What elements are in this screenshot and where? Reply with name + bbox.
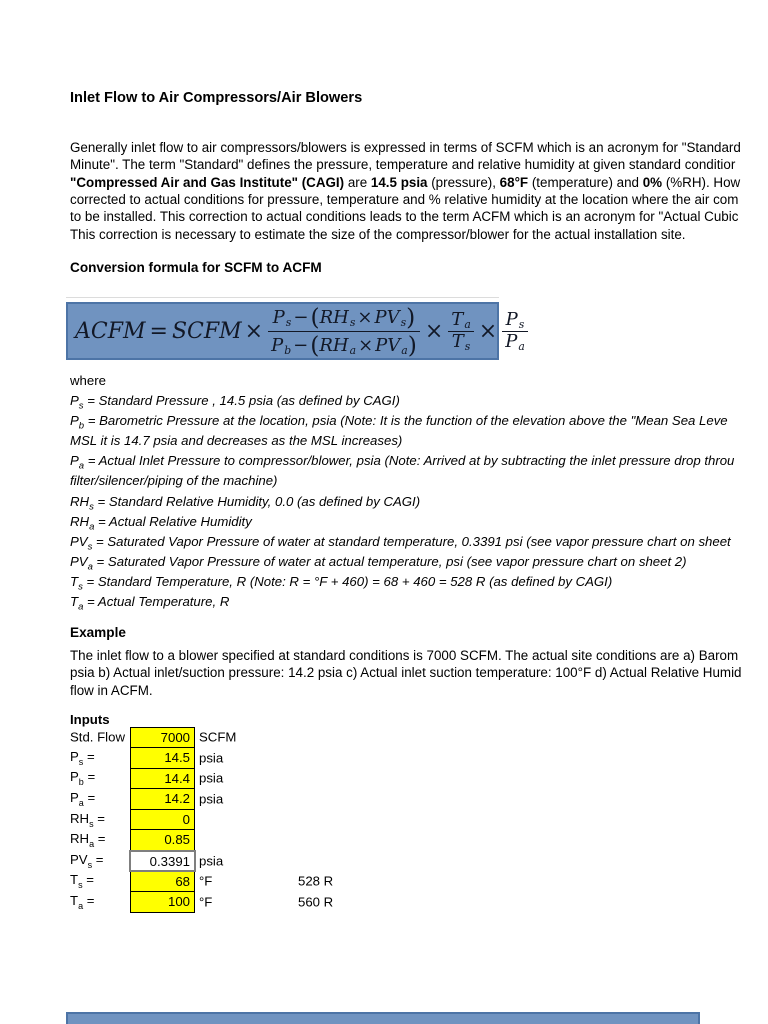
where-line bbox=[70, 592, 734, 612]
formula-rhs-base: SCFM bbox=[171, 318, 242, 344]
equals-sign: = bbox=[149, 318, 168, 344]
input-cell bbox=[130, 829, 195, 851]
math-var: PVa bbox=[375, 334, 408, 357]
math-paren: ) bbox=[406, 302, 416, 331]
where-line bbox=[70, 572, 734, 592]
input-value: 0.85 bbox=[164, 832, 190, 848]
example-line: flow in ACFM. bbox=[70, 682, 153, 698]
variable-subscript: b bbox=[78, 420, 85, 432]
variable-subscript: a bbox=[78, 461, 85, 473]
input-cell bbox=[130, 747, 195, 769]
intro-line bbox=[70, 226, 741, 243]
formula-section-heading: Conversion formula for SCFM to ACFM bbox=[70, 260, 322, 275]
times-sign: × bbox=[244, 318, 264, 344]
intro-line bbox=[70, 174, 741, 191]
variable-symbol: PV bbox=[70, 533, 88, 549]
pressure-humidity-fraction bbox=[268, 302, 420, 359]
input-label: $PV_s$ = bbox=[70, 852, 104, 870]
input-label-subscript: a bbox=[89, 839, 95, 850]
unit-label: psia bbox=[199, 770, 224, 786]
definition-text: = Saturated Vapor Pressure of water at actual temperature, psi (see vapor pressure chart on sheet 2) bbox=[92, 553, 687, 569]
input-value: 14.5 bbox=[164, 750, 190, 766]
variable-symbol: PV bbox=[70, 553, 88, 569]
input-label: $P_s$ = bbox=[70, 749, 95, 767]
variable-symbol: T bbox=[70, 594, 79, 610]
input-label: $RH_s$ = bbox=[70, 810, 105, 829]
where-line bbox=[70, 391, 734, 411]
math-var: Ps bbox=[272, 307, 292, 330]
math-paren: ) bbox=[407, 330, 417, 359]
input-cell bbox=[130, 768, 195, 790]
math-subscript: a bbox=[464, 317, 471, 331]
variable-symbol: P bbox=[70, 393, 79, 409]
unit-label: °F bbox=[199, 873, 213, 889]
variable-subscript: s bbox=[78, 581, 83, 593]
input-cell bbox=[130, 871, 195, 893]
variable-symbol: P bbox=[70, 453, 79, 469]
definition-text: filter/silencer/piping of the machine) bbox=[70, 473, 278, 489]
input-value: 7000 bbox=[160, 729, 190, 745]
input-value: 0.3391 bbox=[149, 854, 190, 870]
definition-text: = Standard Pressure , 14.5 psia (as defined by CAGI) bbox=[83, 393, 400, 409]
input-label: $T_s$ = bbox=[70, 872, 94, 891]
where-line bbox=[70, 512, 734, 532]
where-line bbox=[70, 371, 734, 391]
text: Minute". The term "Standard" defines the pressure, temperature and relative humidity at given standard conditior bbox=[70, 157, 736, 173]
input-row bbox=[0, 871, 768, 892]
variable-subscript: a bbox=[87, 561, 93, 573]
input-label-subscript: s bbox=[87, 859, 93, 870]
input-label: $P_a$ = bbox=[70, 790, 96, 808]
text: corrected to actual conditions for pressure, temperature and % relative humidity at the location where the air com bbox=[70, 192, 739, 208]
times-sign: × bbox=[424, 318, 444, 344]
input-row bbox=[0, 768, 768, 789]
math-operator: − bbox=[293, 334, 309, 356]
bold-text: 0% bbox=[642, 174, 663, 190]
math-paren: ( bbox=[310, 330, 320, 359]
variable-subscript: a bbox=[89, 521, 95, 533]
math-subscript: b bbox=[284, 343, 292, 357]
input-label: $RH_a$ = bbox=[70, 831, 106, 850]
fraction-numerator bbox=[503, 308, 528, 331]
formula-box bbox=[66, 302, 525, 360]
text: Generally inlet flow to air compressors/blowers is expressed in terms of SCFM which is an acronym for "Standard bbox=[70, 140, 741, 155]
math-subscript: s bbox=[400, 316, 407, 330]
intro-line bbox=[70, 208, 741, 225]
text: (%RH). How bbox=[662, 174, 741, 190]
input-value: 0 bbox=[182, 811, 190, 827]
definition-text: MSL it is 14.7 psia and decreases as the MSL increases) bbox=[70, 433, 403, 449]
variable-subscript: s bbox=[89, 501, 94, 513]
math-var: RHa bbox=[319, 334, 357, 357]
math-var: RHs bbox=[319, 307, 356, 330]
input-cell bbox=[130, 809, 195, 831]
intro-line bbox=[70, 191, 741, 208]
unit-label: psia bbox=[199, 750, 224, 766]
input-label: $P_b$ = bbox=[70, 769, 96, 788]
variable-subscript: s bbox=[87, 541, 93, 553]
input-cell bbox=[130, 891, 195, 913]
where-line bbox=[70, 492, 734, 512]
input-row bbox=[0, 727, 768, 748]
math-subscript: s bbox=[464, 339, 471, 353]
where-line bbox=[70, 532, 734, 552]
math-var: Pa bbox=[505, 330, 525, 353]
fraction-numerator bbox=[270, 302, 419, 331]
unit-label: SCFM bbox=[199, 729, 237, 745]
fraction-denominator bbox=[449, 330, 474, 353]
unit-label: psia bbox=[199, 791, 224, 807]
input-value: 14.2 bbox=[164, 791, 190, 807]
variable-symbol: T bbox=[70, 573, 79, 589]
input-value: 68 bbox=[175, 873, 190, 889]
text: (pressure), bbox=[427, 174, 500, 190]
text: to be installed. This correction to actual conditions leads to the term ACFM which is an acronym for "Actual Cubic bbox=[70, 209, 739, 225]
text: are bbox=[344, 174, 371, 190]
temperature-fraction bbox=[448, 308, 473, 353]
input-label-subscript: s bbox=[89, 818, 94, 829]
intro-line bbox=[70, 156, 741, 173]
math-var: PVs bbox=[374, 307, 407, 330]
input-label-subscript: b bbox=[78, 777, 84, 788]
input-value: 100 bbox=[167, 894, 190, 910]
fraction-numerator bbox=[448, 308, 473, 331]
example-line: The inlet flow to a blower specified at standard conditions is 7000 SCFM. The actual site conditions are a) Barom bbox=[70, 648, 739, 663]
definition-text: = Barometric Pressure at the location, psia (Note: It is the function of the elevation above the "Mean Sea Leve bbox=[84, 413, 728, 429]
input-label: $T_a$ = bbox=[70, 893, 95, 911]
fraction-denominator bbox=[502, 330, 528, 353]
divider-line bbox=[66, 297, 499, 298]
input-row bbox=[0, 830, 768, 851]
input-label-subscript: a bbox=[78, 797, 84, 808]
where-line bbox=[70, 451, 734, 471]
bold-text: 68°F bbox=[499, 174, 529, 190]
inputs-heading: Inputs bbox=[70, 712, 110, 727]
math-subscript: s bbox=[349, 316, 356, 330]
variable-subscript: a bbox=[78, 601, 84, 613]
intro-line bbox=[70, 139, 741, 156]
input-label-subscript: s bbox=[78, 880, 83, 891]
intro-paragraph bbox=[70, 139, 741, 243]
pressure-fraction bbox=[502, 308, 528, 353]
converted-value: 560 R bbox=[298, 894, 334, 910]
math-var: Ps bbox=[505, 308, 525, 331]
input-row bbox=[0, 892, 768, 913]
converted-value: 528 R bbox=[298, 873, 334, 889]
math-var: Pb bbox=[271, 334, 292, 357]
definition-text: = Actual Relative Humidity bbox=[94, 513, 252, 529]
definition-text: = Standard Relative Humidity, 0.0 (as defined by CAGI) bbox=[93, 493, 421, 509]
math-operator: − bbox=[293, 307, 309, 329]
definition-text: = Actual Temperature, R bbox=[83, 594, 230, 610]
where-line bbox=[70, 431, 734, 451]
input-label-subscript: a bbox=[78, 900, 84, 911]
fraction-denominator bbox=[268, 330, 420, 359]
input-cell bbox=[130, 788, 195, 810]
example-heading: Example bbox=[70, 625, 126, 640]
text: (temperature) and bbox=[528, 174, 643, 190]
definition-text: = Actual Inlet Pressure to compressor/blower, psia (Note: Arrived at by subtracting the inlet pressure drop throu bbox=[84, 453, 735, 469]
unit-label: °F bbox=[199, 894, 213, 910]
example-paragraph bbox=[70, 647, 742, 699]
fraction-bar bbox=[268, 331, 420, 332]
input-label-subscript: s bbox=[78, 756, 84, 767]
input-label: Std. Flow bbox=[70, 729, 125, 745]
variable-subscript: s bbox=[78, 400, 84, 412]
where-line bbox=[70, 552, 734, 572]
math-subscript: a bbox=[349, 343, 357, 357]
input-cell bbox=[130, 727, 195, 749]
example-line: psia b) Actual inlet/suction pressure: 14.2 psia c) Actual inlet suction temperature: 100°F d) Actual Relative Humid bbox=[70, 665, 742, 681]
math-var: Ts bbox=[451, 330, 471, 353]
math-var: Ta bbox=[451, 308, 471, 331]
times-sign: × bbox=[478, 318, 498, 344]
variable-symbol: RH bbox=[70, 493, 90, 509]
input-row bbox=[0, 809, 768, 830]
page-title: Inlet Flow to Air Compressors/Air Blowers bbox=[70, 90, 363, 106]
bold-text: 14.5 psia bbox=[370, 174, 428, 190]
input-row bbox=[0, 851, 768, 872]
definition-text: where bbox=[70, 373, 106, 388]
inputs-table bbox=[0, 727, 768, 912]
definition-text: = Saturated Vapor Pressure of water at standard temperature, 0.3391 psi (see vapor pressure chart on sheet bbox=[92, 533, 731, 549]
input-row bbox=[0, 789, 768, 810]
math-subscript: s bbox=[518, 317, 525, 331]
unit-label: psia bbox=[199, 853, 224, 869]
where-line bbox=[70, 411, 734, 431]
where-line bbox=[70, 471, 734, 491]
variable-symbol: RH bbox=[70, 513, 90, 529]
math-operator: × bbox=[358, 334, 374, 356]
input-value: 14.4 bbox=[164, 770, 190, 786]
where-definitions bbox=[70, 371, 734, 612]
math-paren: ( bbox=[310, 302, 320, 331]
text: This correction is necessary to estimate the size of the compressor/blower for the actual installation site. bbox=[70, 226, 686, 242]
input-cell bbox=[129, 850, 196, 872]
math-subscript: a bbox=[518, 339, 525, 353]
input-row bbox=[0, 748, 768, 769]
variable-symbol: P bbox=[70, 413, 79, 429]
definition-text: = Standard Temperature, R (Note: R = °F + 460) = 68 + 460 = 528 R (as defined by CAGI) bbox=[82, 573, 613, 589]
bold-text: "Compressed Air and Gas Institute" (CAGI) bbox=[70, 174, 345, 190]
math-operator: × bbox=[357, 307, 373, 329]
math-subscript: a bbox=[401, 343, 408, 357]
next-page-formula-box-edge bbox=[66, 1012, 700, 1024]
math-subscript: s bbox=[285, 316, 292, 330]
formula-lhs: ACFM bbox=[75, 318, 146, 344]
